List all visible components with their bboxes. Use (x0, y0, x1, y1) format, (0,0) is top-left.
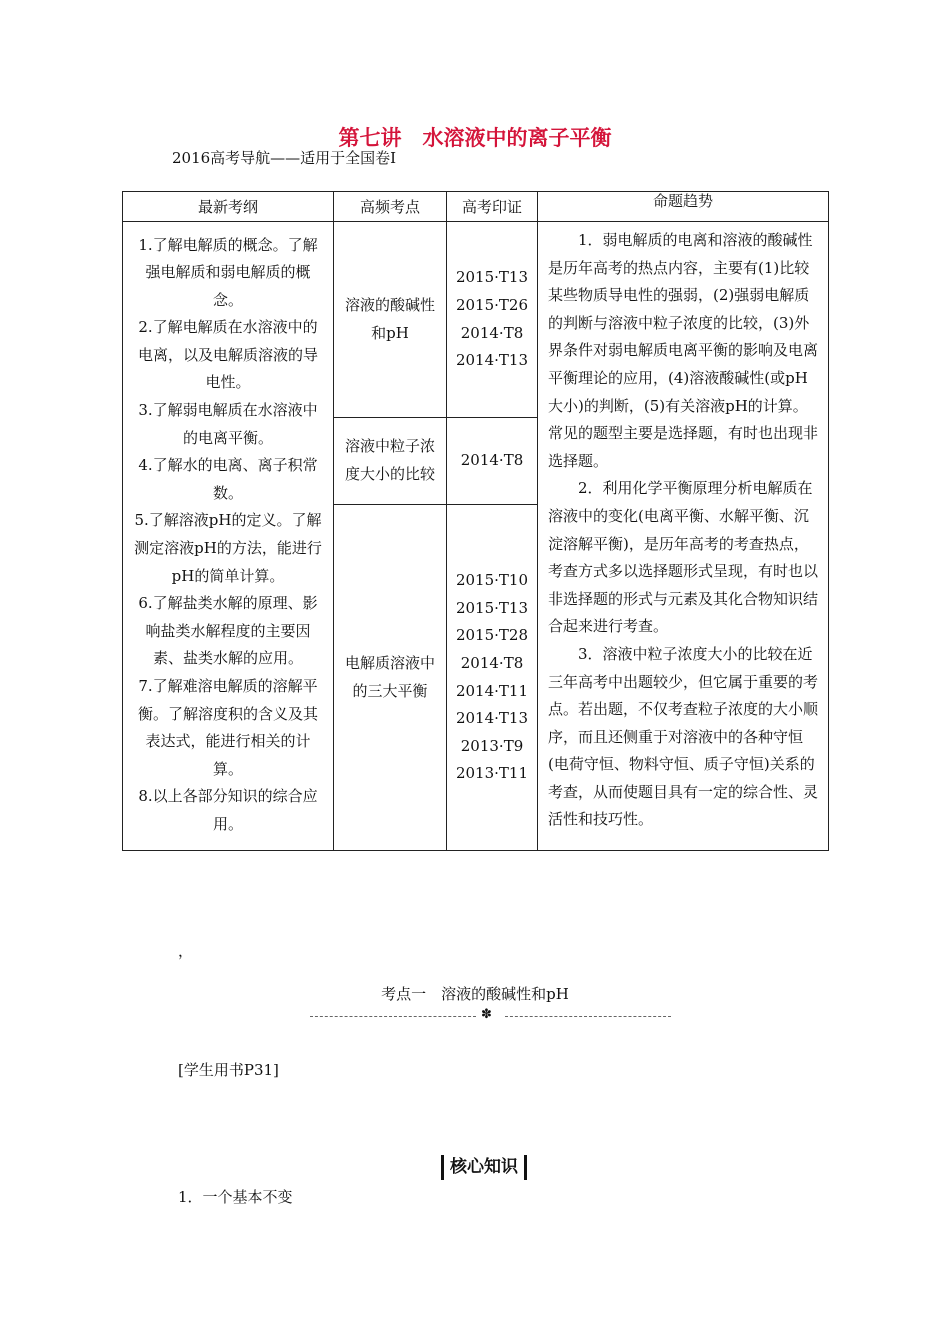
table-header: 最新考纲 (123, 192, 334, 222)
point-cell: 电解质溶液中的三大平衡 (334, 505, 447, 851)
outline-item: 3.了解弱电解质在水溶液中的电离平衡。 (138, 401, 318, 447)
exam-mark: 2015·T26 (455, 295, 529, 314)
exam-mark: 2013·T9 (460, 736, 524, 755)
exam-mark: 2014·T13 (455, 351, 529, 370)
book-reference: [学生用书P31] (178, 1061, 279, 1079)
exam-mark: 2014·T8 (460, 323, 524, 342)
exam-mark: 2014·T8 (460, 653, 524, 672)
exam-mark: 2015·T13 (455, 268, 529, 287)
marks-cell (447, 505, 538, 851)
point-cell: 溶液中粒子浓度大小的比较 (334, 418, 447, 505)
page-title: 第七讲 水溶液中的离子平衡 (338, 126, 612, 150)
subtitle: 2016高考导航——适用于全国卷Ⅰ (172, 149, 397, 167)
exam-mark: 2014·T11 (455, 681, 529, 700)
table-header: 高考印证 (447, 192, 538, 222)
section-title: 考点一 溶液的酸碱性和pH (381, 985, 569, 1003)
outline-item: 2.了解电解质在水溶液中的电离，以及电解质溶液的导电性。 (137, 318, 318, 392)
flower-icon: ✽ (481, 1007, 492, 1022)
exam-mark: 2015·T28 (455, 626, 529, 645)
point-cell: 溶液的酸碱性和pH (334, 222, 447, 418)
exam-mark: 2014·T8 (460, 451, 524, 470)
table-header: 命题趋势 (538, 192, 829, 222)
marks-cell (447, 222, 538, 418)
trend-cell (538, 222, 829, 851)
trend-paragraph: 1．弱电解质的电离和溶液的酸碱性是历年高考的热点内容，主要有(1)比较某些物质导电性的强弱，(2)强弱电解质的判断与溶液中粒子浓度的比较，(3)外界条件对弱电解质电离平衡的影响及电离平衡理论的应用，(4)溶液酸碱性(或pH大小)的判断，(5)有关溶液pH的计算。常见的题型主要是选择题，有时也出现非选择题。 (548, 231, 819, 470)
section-divider (310, 1009, 671, 1023)
outline-item: 4.了解水的电离、离子积常数。 (138, 456, 318, 502)
divider-line-left (310, 1016, 476, 1017)
outline-item: 6.了解盐类水解的原理、影响盐类水解程度的主要因素、盐类水解的应用。 (138, 594, 318, 668)
outline-item: 1.了解电解质的概念。了解强电解质和弱电解质的概念。 (138, 235, 318, 309)
divider-line-right (505, 1016, 671, 1017)
exam-mark: 2013·T11 (455, 764, 529, 783)
table-row (123, 222, 829, 418)
exam-mark: 2014·T13 (455, 709, 529, 728)
list-item: 1．一个基本不变 (178, 1188, 293, 1206)
syllabus-table (122, 191, 829, 851)
outline-item: 5.了解溶液pH的定义。了解测定溶液pH的方法，能进行pH的简单计算。 (134, 511, 322, 585)
outline-item: 7.了解难溶电解质的溶解平衡。了解溶度积的含义及其表达式，能进行相关的计算。 (137, 677, 318, 778)
core-knowledge-heading: 核心知识 (441, 1155, 527, 1180)
table-header-row (123, 192, 829, 222)
table-header: 高频考点 (334, 192, 447, 222)
exam-mark: 2015·T13 (455, 598, 529, 617)
stray-comma: ， (178, 942, 194, 960)
exam-mark: 2015·T10 (455, 571, 529, 590)
marks-cell (447, 418, 538, 505)
trend-paragraph: 3．溶液中粒子浓度大小的比较在近三年高考中出题较少，但它属于重要的考点。若出题，不仅考查粒子浓度的大小顺序，而且还侧重于对溶液中的各种守恒(电荷守恒、物料守恒、质子守恒)关系的考查，从而使题目具有一定的综合性、灵活性和技巧性。 (548, 644, 819, 829)
outline-item: 8.以上各部分知识的综合应用。 (138, 787, 318, 833)
trend-paragraph: 2．利用化学平衡原理分析电解质在溶液中的变化(电离平衡、水解平衡、沉淀溶解平衡)，是历年高考的考查热点，考查方式多以选择题形式呈现，有时也以非选择题的形式与元素及其化合物知识结合起来进行考查。 (548, 479, 819, 636)
outline-cell (123, 222, 334, 851)
